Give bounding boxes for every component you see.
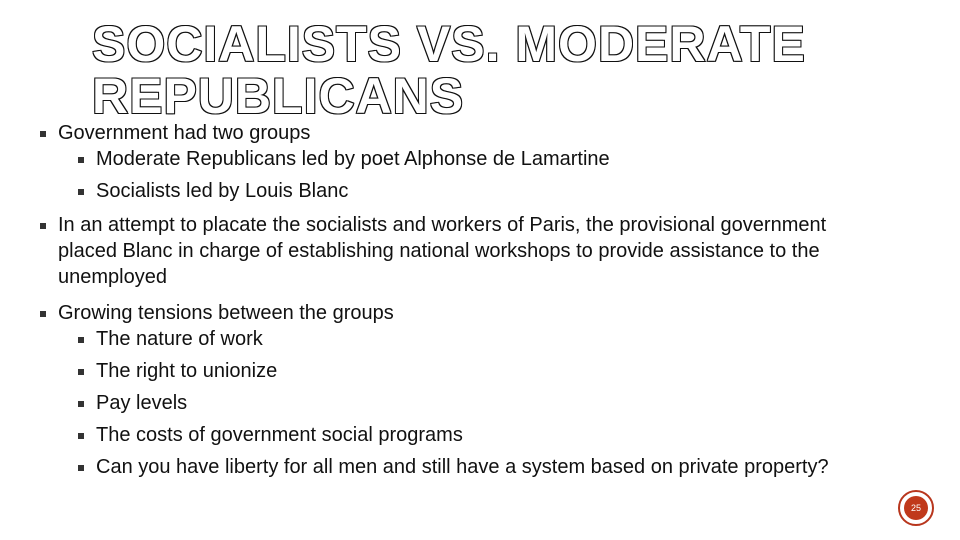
bullet-item [40,212,860,290]
bullet-text: In an attempt to placate the socialists and workers of Paris, the provisional government placed Blanc in charge of establishing national workshops to provide assistance to the unemployed [58,214,827,288]
slide-body [40,120,860,490]
sub-bullet-item [78,454,860,480]
sub-bullet-list [58,146,860,204]
sub-bullet-text: Can you have liberty for all men and still have a system based on private property? [96,456,829,478]
square-bullet-icon [40,311,46,317]
bullet-text: Growing tensions between the groups [58,302,394,324]
sub-bullet-item [78,146,860,172]
square-bullet-icon [40,223,46,229]
square-bullet-icon [78,369,84,375]
sub-bullet-item [78,326,860,352]
bullet-text: Government had two groups [58,122,311,144]
slide-number-badge [898,490,934,526]
sub-bullet-item [78,178,860,204]
bullet-item [40,120,860,204]
sub-bullet-text: The nature of work [96,328,263,350]
square-bullet-icon [40,131,46,137]
square-bullet-icon [78,157,84,163]
sub-bullet-item [78,422,860,448]
sub-bullet-item [78,390,860,416]
sub-bullet-text: Moderate Republicans led by poet Alphonse de Lamartine [96,148,610,170]
sub-bullet-list [58,326,860,480]
square-bullet-icon [78,337,84,343]
square-bullet-icon [78,433,84,439]
slide-title: SOCIALISTS VS. MODERATE REPUBLICANS [92,16,806,124]
sub-bullet-text: Pay levels [96,392,188,414]
bullet-list [40,120,860,480]
bullet-item [40,300,860,480]
sub-bullet-text: The right to unionize [96,360,278,382]
sub-bullet-text: Socialists led by Louis Blanc [96,180,349,202]
page-number: 25 [904,496,928,520]
sub-bullet-text: The costs of government social programs [96,424,463,446]
sub-bullet-item [78,358,860,384]
square-bullet-icon [78,401,84,407]
square-bullet-icon [78,189,84,195]
square-bullet-icon [78,465,84,471]
